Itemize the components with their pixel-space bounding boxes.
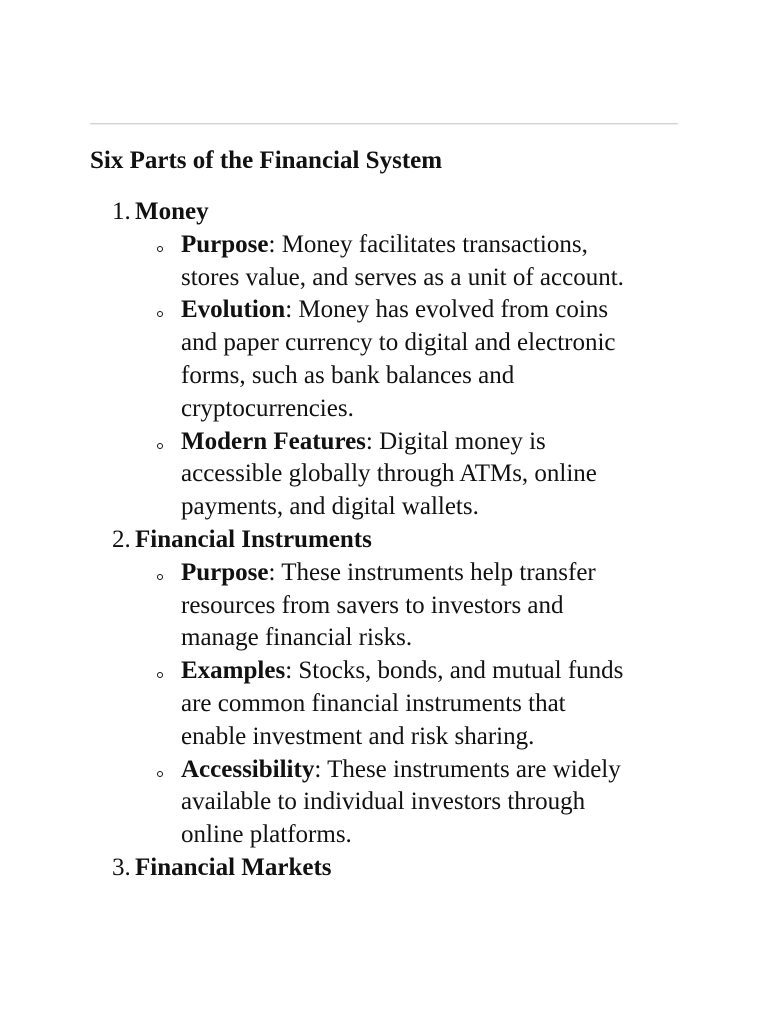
circle-bullet-icon bbox=[157, 246, 163, 252]
point-line: stores value, and serves as a unit of account. bbox=[181, 263, 624, 291]
point-term: Modern Features bbox=[181, 427, 366, 455]
section-financial-instruments bbox=[0, 524, 681, 852]
list-item bbox=[135, 426, 681, 524]
top-divider bbox=[90, 123, 678, 125]
point-text: : Money facilitates transactions, bbox=[268, 230, 588, 258]
section-title: Financial Markets bbox=[135, 853, 332, 881]
point-line bbox=[181, 294, 681, 327]
page-title: Six Parts of the Financial System bbox=[90, 147, 443, 174]
point-list bbox=[135, 557, 681, 852]
circle-bullet-icon bbox=[157, 672, 163, 678]
section-list bbox=[0, 196, 681, 885]
point-line bbox=[181, 426, 681, 459]
point-line: payments, and digital wallets. bbox=[181, 493, 479, 521]
point-term: Purpose bbox=[181, 558, 269, 586]
circle-bullet-icon bbox=[157, 443, 163, 449]
point-line: forms, such as bank balances and bbox=[181, 361, 515, 389]
point-term: Examples bbox=[181, 657, 286, 685]
section-money bbox=[0, 196, 681, 524]
point-line bbox=[181, 655, 681, 688]
section-number: 3. bbox=[112, 853, 131, 881]
list-item bbox=[135, 294, 681, 425]
section-title: Money bbox=[135, 198, 209, 225]
circle-bullet-icon bbox=[157, 574, 163, 580]
point-line: enable investment and risk sharing. bbox=[181, 722, 535, 750]
point-line: available to individual investors through bbox=[181, 788, 586, 816]
point-line: accessible globally through ATMs, online bbox=[181, 460, 597, 488]
point-text: : These instruments are widely bbox=[314, 755, 621, 783]
point-text: : Stocks, bonds, and mutual funds bbox=[285, 657, 624, 685]
point-line: online platforms. bbox=[181, 821, 352, 849]
point-list bbox=[135, 229, 681, 524]
list-item bbox=[135, 754, 681, 852]
circle-bullet-icon bbox=[157, 311, 163, 317]
point-line: resources from savers to investors and bbox=[181, 591, 564, 619]
point-line: cryptocurrencies. bbox=[181, 394, 354, 422]
point-line bbox=[181, 557, 681, 590]
section-number: 2. bbox=[112, 525, 131, 553]
point-line bbox=[181, 229, 681, 262]
list-item bbox=[135, 655, 681, 753]
point-line bbox=[181, 754, 681, 787]
point-text: : Digital money is bbox=[365, 427, 546, 455]
point-term: Accessibility bbox=[181, 755, 315, 783]
point-line: and paper currency to digital and electronic bbox=[181, 329, 616, 357]
list-item bbox=[135, 557, 681, 655]
circle-bullet-icon bbox=[157, 771, 163, 777]
point-line: manage financial risks. bbox=[181, 624, 413, 652]
point-term: Purpose bbox=[181, 230, 269, 258]
section-title: Financial Instruments bbox=[135, 525, 372, 553]
point-term: Evolution bbox=[181, 296, 286, 324]
point-text: : Money has evolved from coins bbox=[285, 296, 609, 324]
section-financial-markets bbox=[0, 852, 681, 885]
point-text: : These instruments help transfer bbox=[268, 558, 596, 586]
section-number: 1. bbox=[112, 198, 131, 225]
point-line: are common financial instruments that bbox=[181, 689, 566, 717]
list-item bbox=[135, 229, 681, 295]
